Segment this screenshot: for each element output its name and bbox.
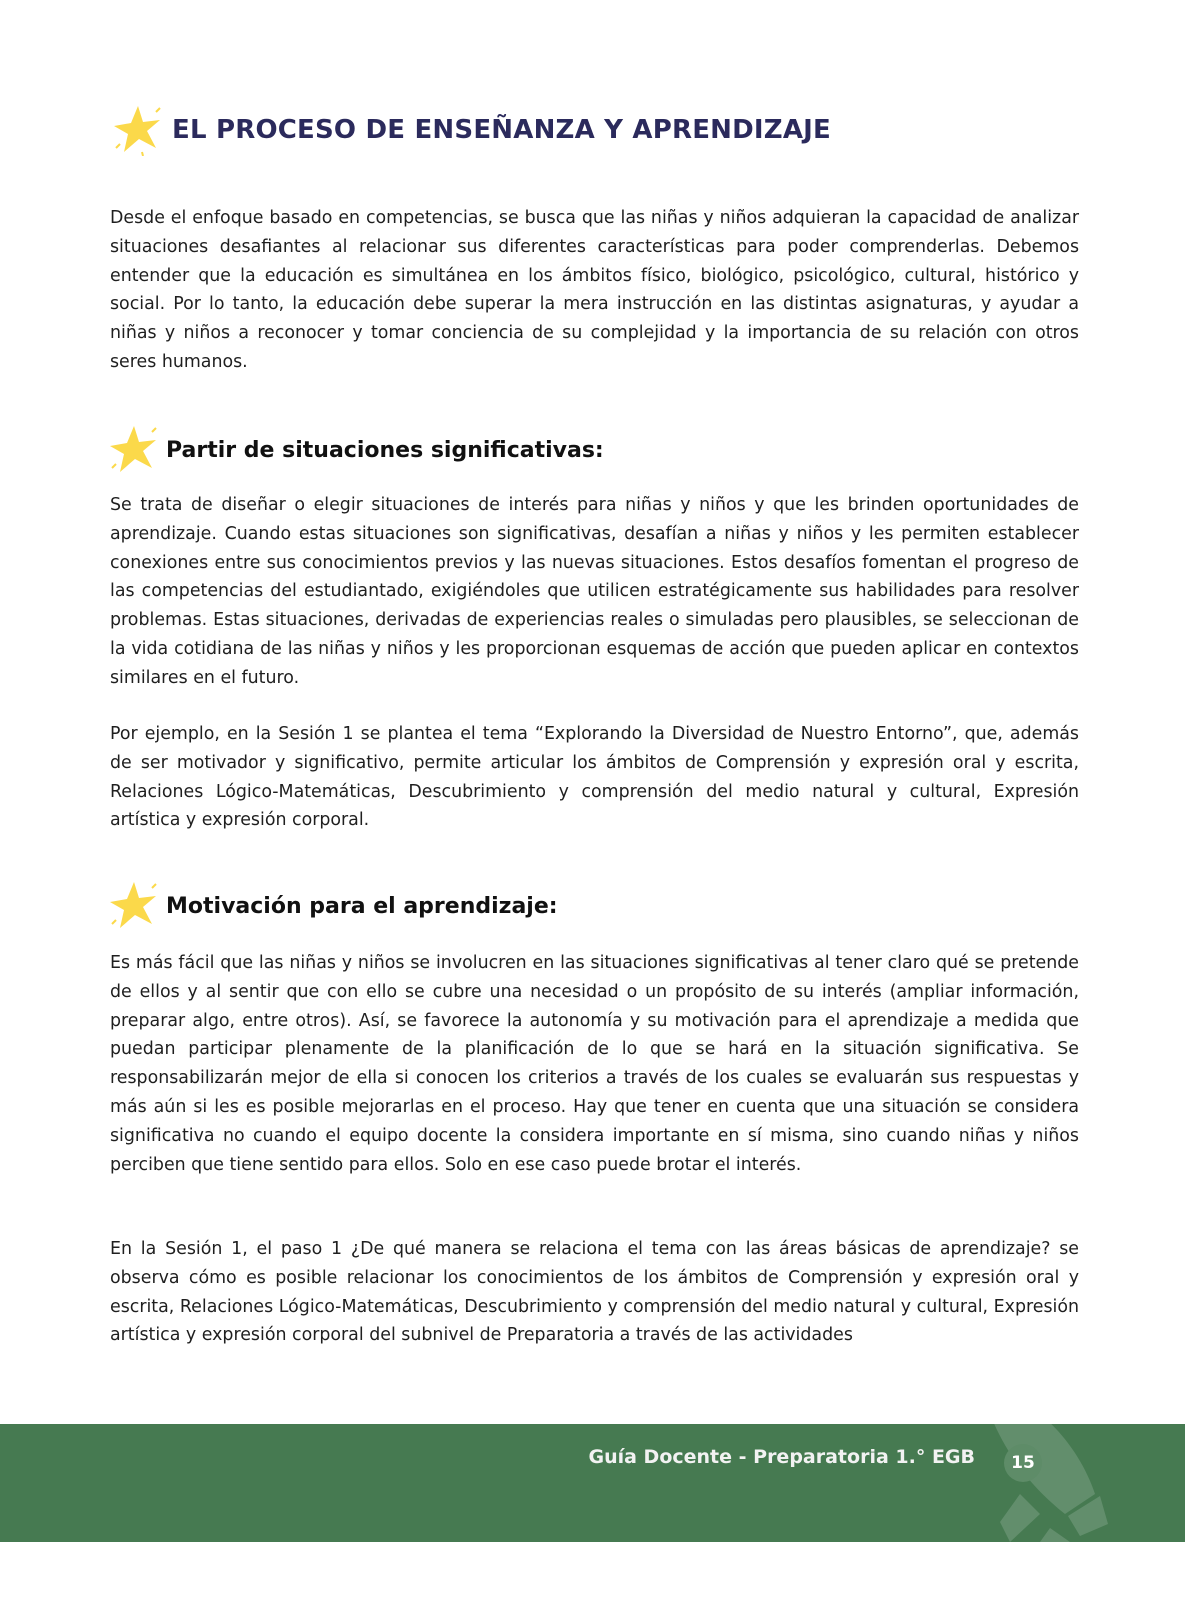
guide-label: Guía Docente - Preparatoria 1.° EGB: [588, 1446, 975, 1468]
section-paragraph: Por ejemplo, en la Sesión 1 se plantea el tema “Explorando la Diversidad de Nuestro Entorno”, que, además de ser motivador y significativo, permite articular los ámbitos de Comprensión y expresión oral y escrita, Relaciones Lógico-Matemáticas, Descubrimiento y comprensión del medio natural y cultural, Expresión artística y expresión corporal.: [110, 724, 1079, 831]
rocket-icon: [980, 1424, 1120, 1542]
section-heading: Partir de situaciones significativas:: [166, 437, 604, 463]
section-paragraph: Se trata de diseñar o elegir situaciones de interés para niñas y niños y que les brinden oportunidades de aprendizaje. Cuando estas situaciones son significativas, desafían a niñas y niños y les permiten establecer conexiones entre sus conocimientos previos y las nuevas situaciones. Estos desafíos fomentan el progreso de las competencias del estudiantado, exigiéndoles que utilicen estratégicamente sus habilidades para resolver problemas. Estas situaciones, derivadas de experiencias reales o simuladas pero plausibles, se seleccionan de la vida cotidiana de las niñas y niños y les proporcionan esquemas de acción que pueden aplicar en contextos similares en el futuro.: [110, 495, 1079, 688]
star-icon: [108, 880, 160, 932]
section-paragraph: Es más fácil que las niñas y niños se involucren en las situaciones significativas al tener claro qué se pretende de ellos y al sentir que con ello se cubre una necesidad o un propósito de su interés (ampliar información, preparar algo, entre otros). Así, se favorece la autonomía y su motivación para el aprendizaje a medida que puedan participar plenamente de la planificación de lo que se hará en la situación significativa. Se responsabilizarán mejor de ella si conocen los criterios a través de los cuales se evaluarán sus respuestas y más aún si les es posible mejorarlas en el proceso. Hay que tener en cuenta que una situación se considera significativa no cuando el equipo docente la considera importante en sí misma, sino cuando niñas y niños perciben que tiene sentido para ellos. Solo en ese caso puede brotar el interés.: [110, 953, 1079, 1175]
section-heading-row-1: [108, 424, 604, 476]
intro-paragraph: Desde el enfoque basado en competencias, se busca que las niñas y niños adquieran la capacidad de analizar situaciones desafiantes al relacionar sus diferentes características para poder comprenderlas. Debemos entender que la educación es simultánea en los ámbitos físico, biológico, psicológico, cultural, histórico y social. Por lo tanto, la educación debe superar la mera instrucción en las distintas asignaturas, y ayudar a niñas y niños a reconocer y tomar conciencia de su complejidad y la importancia de su relación con otros seres humanos.: [110, 208, 1079, 372]
section-heading: Motivación para el aprendizaje:: [166, 893, 558, 919]
section-paragraph: En la Sesión 1, el paso 1 ¿De qué manera se relaciona el tema con las áreas básicas de aprendizaje? se observa cómo es posible relacionar los conocimientos de los ámbitos de Comprensión y expresión oral y escrita, Relaciones Lógico-Matemáticas, Descubrimiento y comprensión del medio natural y cultural, Expresión artística y expresión corporal del subnivel de Preparatoria a través de las actividades: [110, 1239, 1079, 1346]
page-footer: [0, 1424, 1185, 1542]
star-icon: [108, 424, 160, 476]
page-number-badge: 15: [1004, 1444, 1042, 1482]
page-title: EL PROCESO DE ENSEÑANZA Y APRENDIZAJE: [172, 115, 832, 145]
star-icon: [112, 104, 164, 156]
title-row: [112, 104, 831, 156]
section-heading-row-2: [108, 880, 558, 932]
